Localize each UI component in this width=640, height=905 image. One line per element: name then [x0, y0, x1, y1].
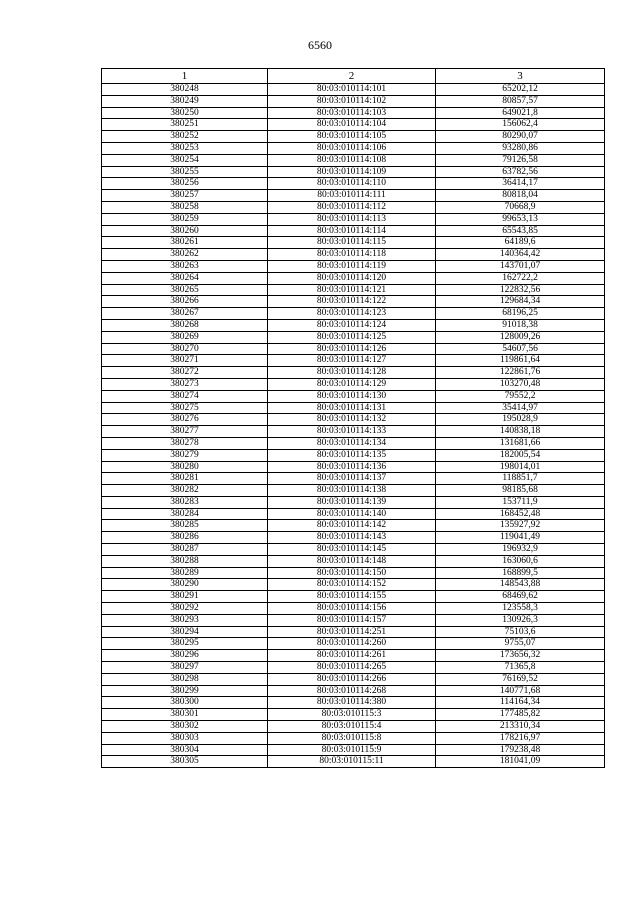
value-cell: 168452,48 [436, 508, 605, 520]
table-row [102, 355, 605, 367]
row-number-cell: 380255 [102, 166, 268, 178]
value-cell: 179238,48 [436, 744, 605, 756]
value-cell: 65202,12 [436, 84, 605, 96]
value-cell: 93280,86 [436, 142, 605, 154]
value-cell: 63782,56 [436, 166, 605, 178]
table-row [102, 697, 605, 709]
row-number-cell: 380284 [102, 508, 268, 520]
cadastral-number-cell: 80:03:010114:136 [268, 461, 436, 473]
cadastral-number-cell: 80:03:010114:143 [268, 532, 436, 544]
cadastral-number-cell: 80:03:010114:112 [268, 201, 436, 213]
table-row [102, 732, 605, 744]
value-cell: 98185,68 [436, 485, 605, 497]
cadastral-number-cell: 80:03:010114:120 [268, 272, 436, 284]
value-cell: 65543,85 [436, 225, 605, 237]
row-number-cell: 380254 [102, 154, 268, 166]
cadastral-number-cell: 80:03:010114:104 [268, 119, 436, 131]
table-row [102, 532, 605, 544]
cadastral-number-cell: 80:03:010114:121 [268, 284, 436, 296]
cadastral-number-cell: 80:03:010115:8 [268, 732, 436, 744]
table-row [102, 296, 605, 308]
row-number-cell: 380283 [102, 496, 268, 508]
value-cell: 119041,49 [436, 532, 605, 544]
table-row [102, 402, 605, 414]
cadastral-number-cell: 80:03:010114:109 [268, 166, 436, 178]
row-number-cell: 380299 [102, 685, 268, 697]
row-number-cell: 380248 [102, 84, 268, 96]
table-row [102, 225, 605, 237]
table-row [102, 414, 605, 426]
cadastral-number-cell: 80:03:010114:137 [268, 473, 436, 485]
table-row [102, 426, 605, 438]
value-cell: 68469,62 [436, 591, 605, 603]
cadastral-number-cell: 80:03:010114:110 [268, 178, 436, 190]
row-number-cell: 380301 [102, 709, 268, 721]
table-row [102, 449, 605, 461]
row-number-cell: 380279 [102, 449, 268, 461]
row-number-cell: 380280 [102, 461, 268, 473]
row-number-cell: 380292 [102, 603, 268, 615]
row-number-cell: 380266 [102, 296, 268, 308]
row-number-cell: 380273 [102, 378, 268, 390]
table-row [102, 190, 605, 202]
value-cell: 198014,01 [436, 461, 605, 473]
value-cell: 91018,38 [436, 319, 605, 331]
table-row [102, 614, 605, 626]
value-cell: 196932,9 [436, 544, 605, 556]
table-row [102, 567, 605, 579]
row-number-cell: 380265 [102, 284, 268, 296]
row-number-cell: 380251 [102, 119, 268, 131]
cadastral-number-cell: 80:03:010115:11 [268, 756, 436, 768]
value-cell: 143701,07 [436, 260, 605, 272]
cadastral-number-cell: 80:03:010114:266 [268, 673, 436, 685]
cadastral-number-cell: 80:03:010114:115 [268, 237, 436, 249]
value-cell: 103270,48 [436, 378, 605, 390]
row-number-cell: 380260 [102, 225, 268, 237]
row-number-cell: 380261 [102, 237, 268, 249]
table-row [102, 390, 605, 402]
row-number-cell: 380304 [102, 744, 268, 756]
value-cell: 54607,56 [436, 343, 605, 355]
value-cell: 80818,04 [436, 190, 605, 202]
table-row [102, 213, 605, 225]
row-number-cell: 380256 [102, 178, 268, 190]
row-number-cell: 380297 [102, 662, 268, 674]
table-row [102, 555, 605, 567]
table-row [102, 626, 605, 638]
table-row [102, 119, 605, 131]
cadastral-number-cell: 80:03:010114:119 [268, 260, 436, 272]
row-number-cell: 380305 [102, 756, 268, 768]
cadastral-number-cell: 80:03:010114:142 [268, 520, 436, 532]
table-row [102, 579, 605, 591]
cadastral-number-cell: 80:03:010114:155 [268, 591, 436, 603]
value-cell: 123558,3 [436, 603, 605, 615]
value-cell: 195028,9 [436, 414, 605, 426]
table-row [102, 84, 605, 96]
row-number-cell: 380300 [102, 697, 268, 709]
row-number-cell: 380291 [102, 591, 268, 603]
table-row [102, 520, 605, 532]
value-cell: 140838,18 [436, 426, 605, 438]
value-cell: 75103,6 [436, 626, 605, 638]
row-number-cell: 380262 [102, 249, 268, 261]
table-row [102, 131, 605, 143]
table-row [102, 508, 605, 520]
row-number-cell: 380275 [102, 402, 268, 414]
cadastral-number-cell: 80:03:010114:157 [268, 614, 436, 626]
cadastral-number-cell: 80:03:010114:123 [268, 308, 436, 320]
value-cell: 122832,56 [436, 284, 605, 296]
row-number-cell: 380282 [102, 485, 268, 497]
row-number-cell: 380274 [102, 390, 268, 402]
cadastral-number-cell: 80:03:010115:4 [268, 721, 436, 733]
column-header-1: 1 [102, 69, 268, 84]
cadastral-number-cell: 80:03:010114:265 [268, 662, 436, 674]
cadastral-number-cell: 80:03:010114:106 [268, 142, 436, 154]
cadastral-number-cell: 80:03:010114:261 [268, 650, 436, 662]
value-cell: 129684,34 [436, 296, 605, 308]
row-number-cell: 380286 [102, 532, 268, 544]
row-number-cell: 380298 [102, 673, 268, 685]
data-table [101, 68, 605, 768]
table-row [102, 378, 605, 390]
table-row [102, 95, 605, 107]
row-number-cell: 380259 [102, 213, 268, 225]
value-cell: 64189,6 [436, 237, 605, 249]
value-cell: 182005,54 [436, 449, 605, 461]
table-row [102, 709, 605, 721]
cadastral-number-cell: 80:03:010114:105 [268, 131, 436, 143]
value-cell: 128009,26 [436, 331, 605, 343]
cadastral-number-cell: 80:03:010114:152 [268, 579, 436, 591]
cadastral-number-cell: 80:03:010114:128 [268, 367, 436, 379]
row-number-cell: 380263 [102, 260, 268, 272]
row-number-cell: 380264 [102, 272, 268, 284]
value-cell: 649021,8 [436, 107, 605, 119]
cadastral-number-cell: 80:03:010115:9 [268, 744, 436, 756]
row-number-cell: 380289 [102, 567, 268, 579]
cadastral-number-cell: 80:03:010114:131 [268, 402, 436, 414]
value-cell: 79126,58 [436, 154, 605, 166]
cadastral-number-cell: 80:03:010114:108 [268, 154, 436, 166]
cadastral-number-cell: 80:03:010114:113 [268, 213, 436, 225]
value-cell: 131681,66 [436, 437, 605, 449]
cadastral-number-cell: 80:03:010114:135 [268, 449, 436, 461]
value-cell: 163060,6 [436, 555, 605, 567]
cadastral-number-cell: 80:03:010114:126 [268, 343, 436, 355]
table-row [102, 721, 605, 733]
cadastral-number-cell: 80:03:010114:101 [268, 84, 436, 96]
table-row [102, 343, 605, 355]
table-row [102, 284, 605, 296]
value-cell: 99653,13 [436, 213, 605, 225]
row-number-cell: 380294 [102, 626, 268, 638]
row-number-cell: 380268 [102, 319, 268, 331]
row-number-cell: 380277 [102, 426, 268, 438]
table-row [102, 142, 605, 154]
cadastral-number-cell: 80:03:010114:124 [268, 319, 436, 331]
table-row [102, 473, 605, 485]
value-cell: 36414,17 [436, 178, 605, 190]
table-row [102, 437, 605, 449]
row-number-cell: 380288 [102, 555, 268, 567]
cadastral-number-cell: 80:03:010114:130 [268, 390, 436, 402]
row-number-cell: 380303 [102, 732, 268, 744]
cadastral-number-cell: 80:03:010114:145 [268, 544, 436, 556]
table-row [102, 673, 605, 685]
table-row [102, 331, 605, 343]
table-row [102, 107, 605, 119]
table-row [102, 319, 605, 331]
table-row [102, 744, 605, 756]
cadastral-number-cell: 80:03:010114:134 [268, 437, 436, 449]
table-row [102, 650, 605, 662]
row-number-cell: 380271 [102, 355, 268, 367]
row-number-cell: 380249 [102, 95, 268, 107]
table-row [102, 685, 605, 697]
cadastral-number-cell: 80:03:010114:118 [268, 249, 436, 261]
table-row [102, 496, 605, 508]
table-row [102, 603, 605, 615]
row-number-cell: 380285 [102, 520, 268, 532]
row-number-cell: 380269 [102, 331, 268, 343]
column-header-2: 2 [268, 69, 436, 84]
table-row [102, 544, 605, 556]
row-number-cell: 380287 [102, 544, 268, 556]
row-number-cell: 380253 [102, 142, 268, 154]
table-row [102, 272, 605, 284]
value-cell: 168899,5 [436, 567, 605, 579]
value-cell: 114164,34 [436, 697, 605, 709]
row-number-cell: 380267 [102, 308, 268, 320]
cadastral-number-cell: 80:03:010114:132 [268, 414, 436, 426]
table-row [102, 367, 605, 379]
value-cell: 70668,9 [436, 201, 605, 213]
value-cell: 181041,09 [436, 756, 605, 768]
value-cell: 119861,64 [436, 355, 605, 367]
value-cell: 130926,3 [436, 614, 605, 626]
value-cell: 35414,97 [436, 402, 605, 414]
value-cell: 148543,88 [436, 579, 605, 591]
value-cell: 79552,2 [436, 390, 605, 402]
cadastral-number-cell: 80:03:010114:129 [268, 378, 436, 390]
value-cell: 162722,2 [436, 272, 605, 284]
value-cell: 173656,32 [436, 650, 605, 662]
table-row [102, 485, 605, 497]
page-number: 6560 [308, 38, 332, 52]
table-row [102, 756, 605, 768]
value-cell: 153711,9 [436, 496, 605, 508]
column-header-3: 3 [436, 69, 605, 84]
cadastral-number-cell: 80:03:010114:140 [268, 508, 436, 520]
row-number-cell: 380252 [102, 131, 268, 143]
table-row [102, 154, 605, 166]
cadastral-number-cell: 80:03:010114:139 [268, 496, 436, 508]
row-number-cell: 380272 [102, 367, 268, 379]
table-row [102, 178, 605, 190]
cadastral-number-cell: 80:03:010114:125 [268, 331, 436, 343]
row-number-cell: 380295 [102, 638, 268, 650]
cadastral-number-cell: 80:03:010114:268 [268, 685, 436, 697]
value-cell: 122861,76 [436, 367, 605, 379]
value-cell: 178216,97 [436, 732, 605, 744]
cadastral-number-cell: 80:03:010114:148 [268, 555, 436, 567]
row-number-cell: 380290 [102, 579, 268, 591]
value-cell: 9755,07 [436, 638, 605, 650]
value-cell: 177485,82 [436, 709, 605, 721]
value-cell: 71365,8 [436, 662, 605, 674]
cadastral-number-cell: 80:03:010114:133 [268, 426, 436, 438]
row-number-cell: 380276 [102, 414, 268, 426]
table-row [102, 201, 605, 213]
cadastral-number-cell: 80:03:010114:122 [268, 296, 436, 308]
cadastral-number-cell: 80:03:010114:260 [268, 638, 436, 650]
table-row [102, 662, 605, 674]
table-header-row [102, 69, 605, 84]
row-number-cell: 380302 [102, 721, 268, 733]
row-number-cell: 380296 [102, 650, 268, 662]
cadastral-number-cell: 80:03:010114:380 [268, 697, 436, 709]
value-cell: 76169,52 [436, 673, 605, 685]
cadastral-number-cell: 80:03:010114:150 [268, 567, 436, 579]
row-number-cell: 380258 [102, 201, 268, 213]
table-row [102, 308, 605, 320]
value-cell: 68196,25 [436, 308, 605, 320]
row-number-cell: 380270 [102, 343, 268, 355]
table-row [102, 249, 605, 261]
cadastral-number-cell: 80:03:010114:127 [268, 355, 436, 367]
table-row [102, 638, 605, 650]
cadastral-number-cell: 80:03:010114:102 [268, 95, 436, 107]
cadastral-number-cell: 80:03:010114:138 [268, 485, 436, 497]
value-cell: 213310,34 [436, 721, 605, 733]
table-row [102, 166, 605, 178]
table-body [102, 84, 605, 768]
cadastral-number-cell: 80:03:010114:156 [268, 603, 436, 615]
cadastral-number-cell: 80:03:010114:114 [268, 225, 436, 237]
cadastral-number-cell: 80:03:010115:3 [268, 709, 436, 721]
value-cell: 118851,7 [436, 473, 605, 485]
table-row [102, 260, 605, 272]
value-cell: 140771,68 [436, 685, 605, 697]
row-number-cell: 380293 [102, 614, 268, 626]
value-cell: 156062,4 [436, 119, 605, 131]
table-row [102, 591, 605, 603]
value-cell: 80857,57 [436, 95, 605, 107]
cadastral-number-cell: 80:03:010114:251 [268, 626, 436, 638]
value-cell: 140364,42 [436, 249, 605, 261]
table-row [102, 237, 605, 249]
row-number-cell: 380278 [102, 437, 268, 449]
cadastral-number-cell: 80:03:010114:103 [268, 107, 436, 119]
cadastral-number-cell: 80:03:010114:111 [268, 190, 436, 202]
row-number-cell: 380250 [102, 107, 268, 119]
value-cell: 135927,92 [436, 520, 605, 532]
table-row [102, 461, 605, 473]
row-number-cell: 380281 [102, 473, 268, 485]
row-number-cell: 380257 [102, 190, 268, 202]
value-cell: 80290,07 [436, 131, 605, 143]
